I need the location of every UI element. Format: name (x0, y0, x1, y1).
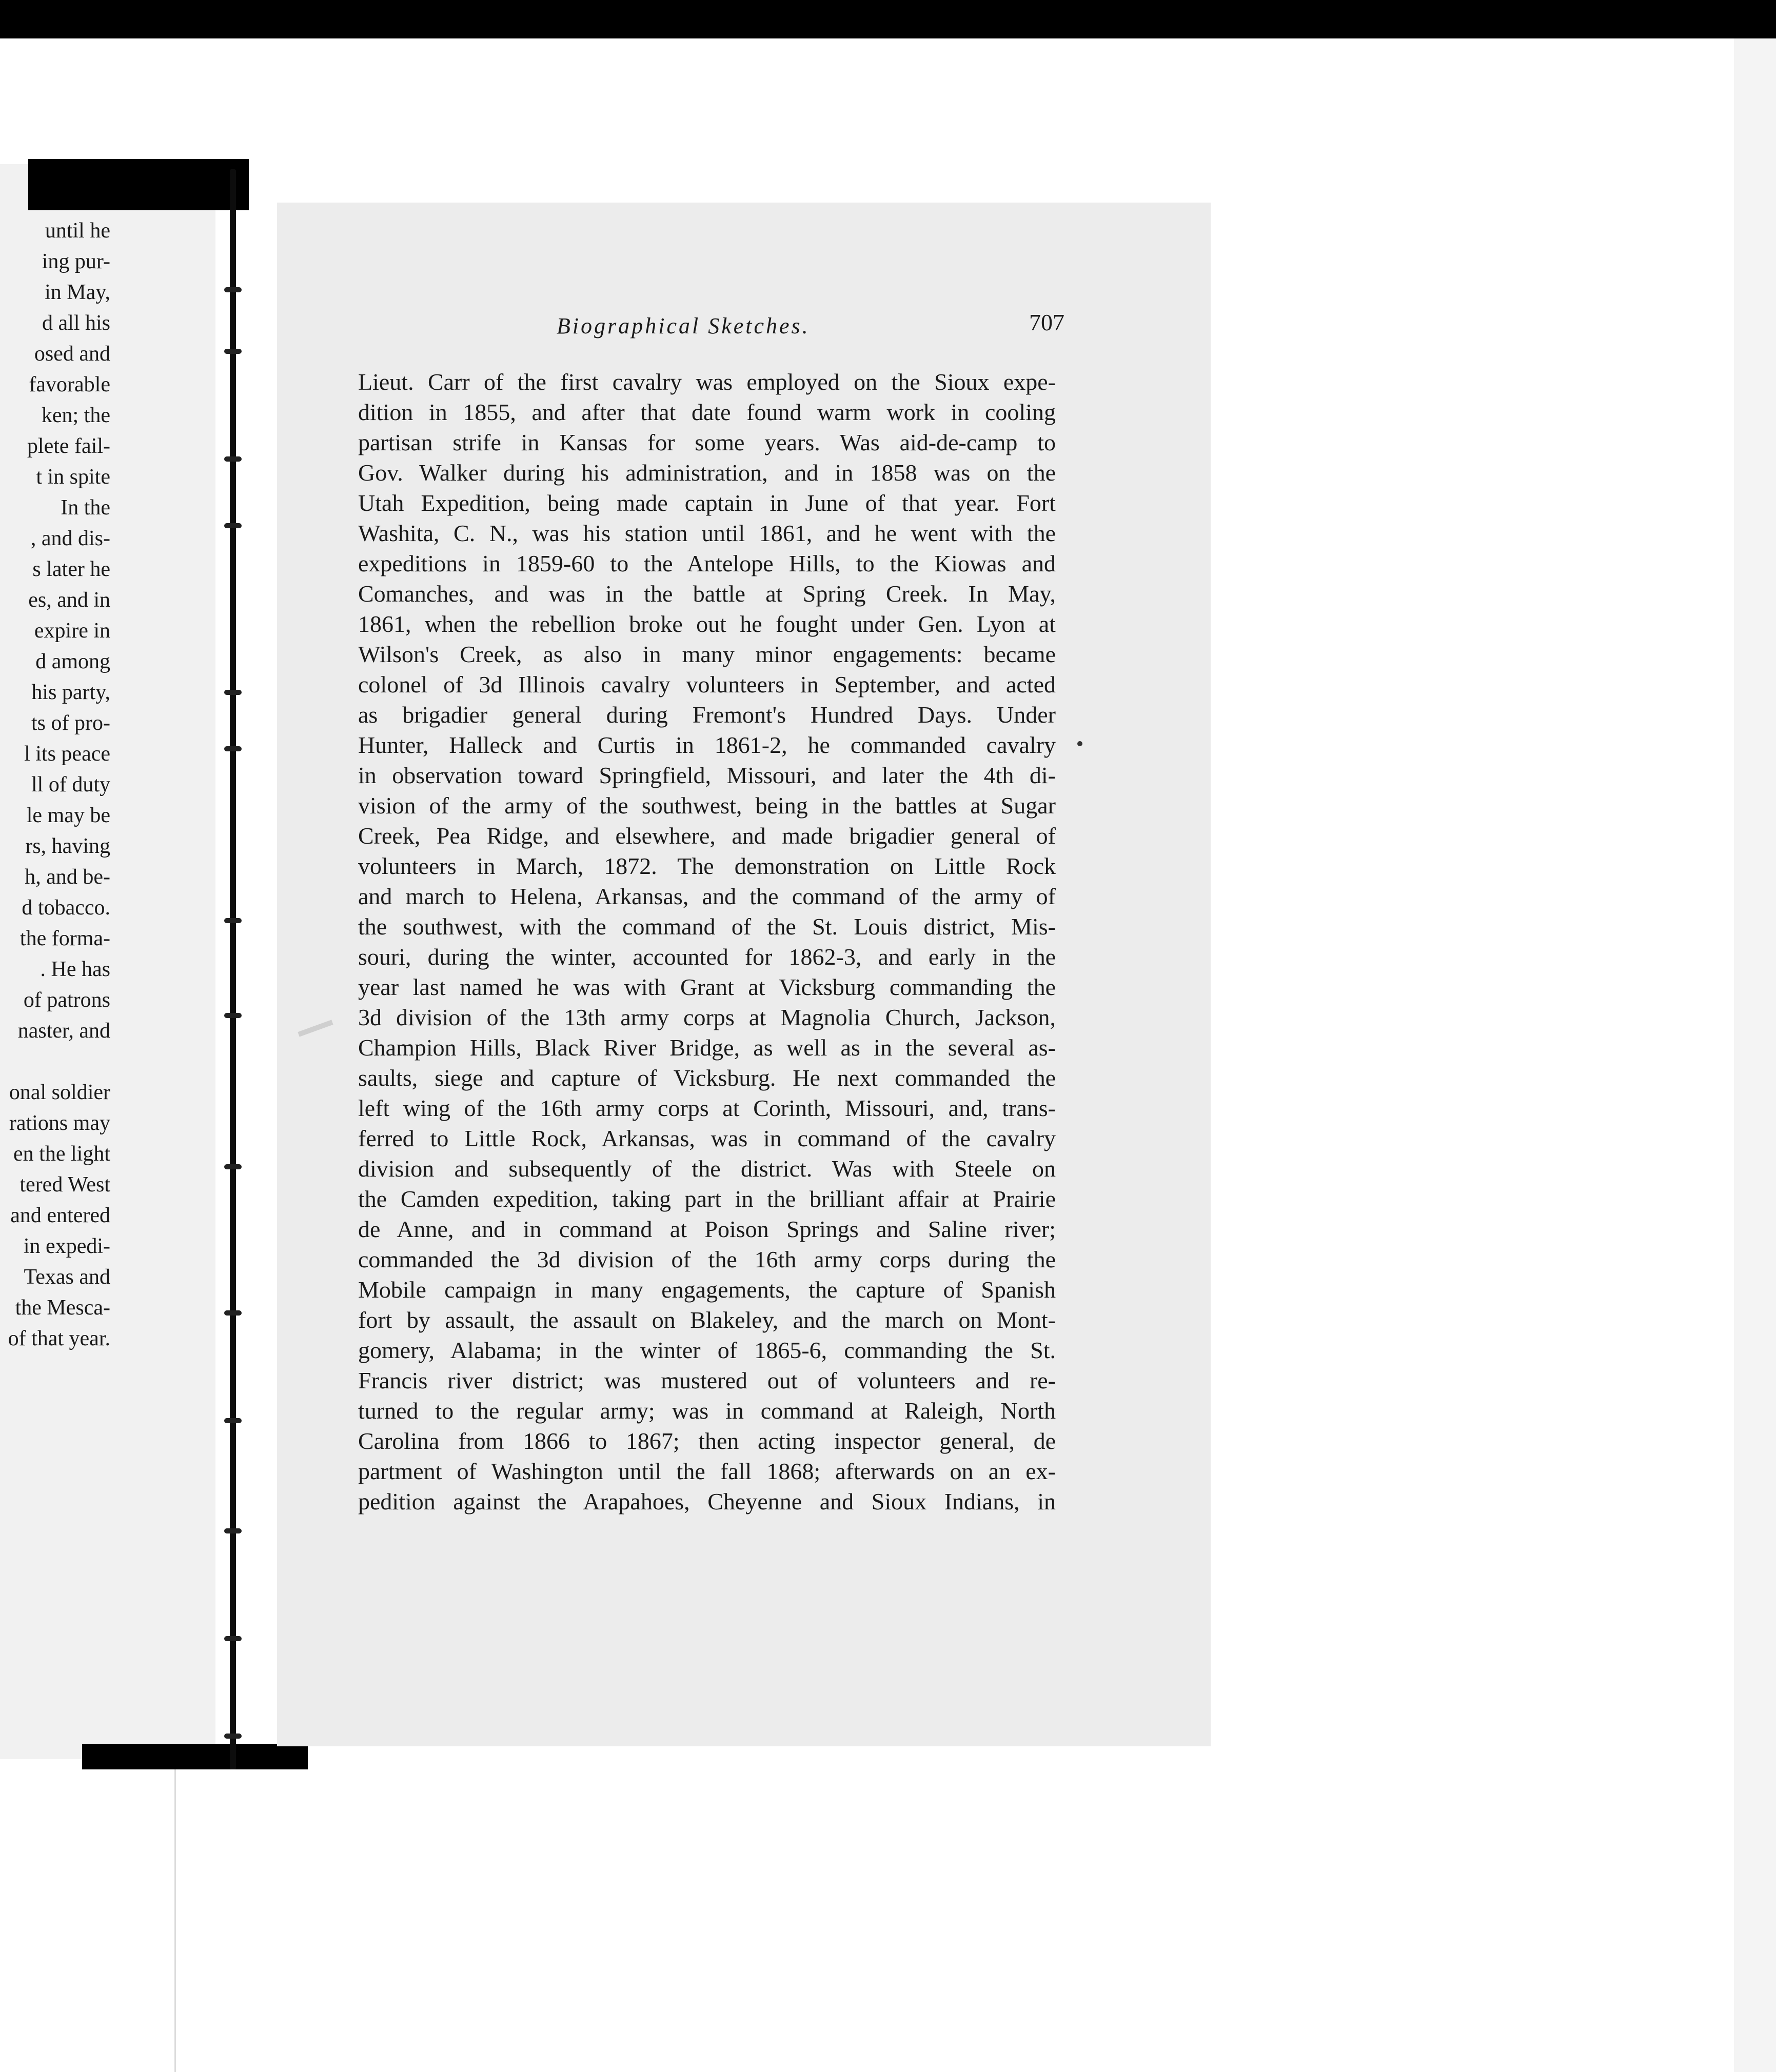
facing-page-line: Texas and (24, 1265, 110, 1289)
facing-page-line: until he (45, 219, 110, 243)
facing-page-line: in May, (45, 281, 110, 304)
body-line: saults, siege and capture of Vicksburg. He next commanded the (358, 1065, 1056, 1091)
body-line: the Camden expedition, taking part in the brilliant affair at Prairie (358, 1186, 1056, 1212)
facing-page-line: of that year. (8, 1327, 110, 1350)
facing-page-line: s later he (32, 557, 110, 581)
spine-stitch (224, 1164, 242, 1169)
body-line: ferred to Little Rock, Arkansas, was in command of the cavalry (358, 1125, 1056, 1151)
facing-page-line: the forma- (19, 927, 110, 950)
facing-page-line: onal soldier (9, 1081, 110, 1104)
binding-tab-bottom (82, 1744, 308, 1769)
facing-page-line: t in spite (36, 465, 110, 489)
facing-page-line: rs, having (25, 834, 110, 858)
body-line: Wilson's Creek, as also in many minor engagements: became (358, 641, 1056, 667)
spine-stitch (224, 690, 242, 695)
body-line: left wing of the 16th army corps at Corinth, Missouri, and, trans- (358, 1095, 1056, 1121)
facing-page-line: tered West (19, 1173, 110, 1197)
facing-page-line: le may be (26, 804, 110, 827)
facing-page-line: d tobacco. (22, 896, 110, 920)
facing-page-line: d all his (42, 311, 110, 335)
body-line: as brigadier general during Fremont's Hundred Days. Under (358, 702, 1056, 728)
spine-stitch (224, 287, 242, 292)
spine-stitch (224, 1636, 242, 1641)
facing-page-line: ll of duty (31, 773, 110, 796)
facing-page-line: and entered (10, 1204, 110, 1227)
facing-page-line: , and dis- (30, 527, 110, 550)
facing-page-line: h, and be- (25, 865, 110, 889)
body-line: Creek, Pea Ridge, and elsewhere, and made brigadier general of (358, 823, 1056, 849)
spine-stitch (224, 746, 242, 751)
binding-tab-top (28, 159, 249, 210)
facing-page-line: ts of pro- (31, 711, 110, 735)
facing-page-line: d among (35, 650, 110, 673)
facing-page-line: l its peace (24, 742, 110, 766)
body-line: 1861, when the rebellion broke out he fought under Gen. Lyon at (358, 611, 1056, 637)
facing-page-line: ken; the (41, 404, 110, 427)
body-line: de Anne, and in command at Poison Springs and Saline river; (358, 1216, 1056, 1242)
body-line: souri, during the winter, accounted for 1862-3, and early in the (358, 944, 1056, 970)
body-text (358, 367, 1056, 1536)
body-line: Champion Hills, Black River Bridge, as well as in the several as- (358, 1034, 1056, 1061)
body-line: Gov. Walker during his administration, and in 1858 was on the (358, 460, 1056, 486)
running-title: Biographical Sketches. (557, 313, 810, 338)
body-line: fort by assault, the assault on Blakeley, and the march on Mont- (358, 1307, 1056, 1333)
fold-line (174, 1769, 176, 2072)
facing-page-line: his party, (31, 681, 110, 704)
facing-page-line: naster, and (17, 1019, 110, 1043)
body-line: expeditions in 1859-60 to the Antelope Hills, to the Kiowas and (358, 550, 1056, 576)
facing-page-line: expire in (34, 619, 110, 643)
facing-page-line: rations may (9, 1111, 110, 1135)
body-line: vision of the army of the southwest, being in the battles at Sugar (358, 792, 1056, 819)
scan-top-border (0, 0, 1776, 38)
body-line: turned to the regular army; was in command at Raleigh, North (358, 1398, 1056, 1424)
body-line: Carolina from 1866 to 1867; then acting inspector general, de (358, 1428, 1056, 1454)
facing-page-line: In the (61, 496, 110, 520)
spine-stitch (224, 1418, 242, 1423)
body-line: 3d division of the 13th army corps at Magnolia Church, Jackson, (358, 1004, 1056, 1030)
spine-stitch (224, 523, 242, 528)
facing-page-line: osed and (34, 342, 110, 366)
body-line: gomery, Alabama; in the winter of 1865-6, commanding the St. (358, 1337, 1056, 1363)
body-line: pedition against the Arapahoes, Cheyenne and Sioux Indians, in (358, 1488, 1056, 1515)
body-line: Comanches, and was in the battle at Spring Creek. In May, (358, 581, 1056, 607)
facing-page-line: plete fail- (27, 434, 110, 458)
body-line: partisan strife in Kansas for some years. Was aid-de-camp to (358, 429, 1056, 455)
body-line: Mobile campaign in many engagements, the capture of Spanish (358, 1277, 1056, 1303)
facing-page-line: in expedi- (23, 1234, 110, 1258)
facing-page-line: the Mesca- (15, 1296, 110, 1320)
body-line: partment of Washington until the fall 1868; afterwards on an ex- (358, 1458, 1056, 1484)
body-line: Francis river district; was mustered out of volunteers and re- (358, 1367, 1056, 1393)
body-line: volunteers in March, 1872. The demonstration on Little Rock (358, 853, 1056, 879)
body-line: the southwest, with the command of the St. Louis district, Mis- (358, 913, 1056, 940)
body-line: year last named he was with Grant at Vicksburg commanding the (358, 974, 1056, 1000)
body-line: commanded the 3d division of the 16th army corps during the (358, 1246, 1056, 1272)
body-line: in observation toward Springfield, Missouri, and later the 4th di- (358, 762, 1056, 788)
facing-page-line: ing pur- (42, 250, 110, 273)
spine-stitch (224, 1310, 242, 1316)
body-line: Hunter, Halleck and Curtis in 1861-2, he commanded cavalry (358, 732, 1056, 758)
body-line: division and subsequently of the district. Was with Steele on (358, 1155, 1056, 1182)
body-line: dition in 1855, and after that date found warm work in cooling (358, 399, 1056, 425)
spine-stitch (224, 349, 242, 354)
body-line: Utah Expedition, being made captain in June of that year. Fort (358, 490, 1056, 516)
spine-stitch (224, 1013, 242, 1018)
facing-page-line: . He has (40, 958, 110, 981)
facing-page-line: favorable (29, 373, 110, 396)
page-number: 707 (1029, 309, 1064, 335)
facing-page-line: en the light (13, 1142, 110, 1166)
body-line: and march to Helena, Arkansas, and the command of the army of (358, 883, 1056, 909)
body-line: Lieut. Carr of the first cavalry was employed on the Sioux expe- (358, 369, 1056, 395)
facing-page-line: of patrons (23, 988, 110, 1012)
facing-page-line: es, and in (28, 588, 110, 612)
spine-stitch (224, 456, 242, 462)
body-line: colonel of 3d Illinois cavalry volunteers in September, and acted (358, 671, 1056, 698)
spine-stitch (224, 1734, 242, 1739)
spine-stitch (224, 918, 242, 923)
body-line: Washita, C. N., was his station until 1861, and he went with the (358, 520, 1056, 546)
facing-page-text (0, 215, 215, 1600)
scan-right-edge (1734, 38, 1776, 2072)
ink-speck (1077, 741, 1082, 746)
spine-stitch (224, 1528, 242, 1533)
